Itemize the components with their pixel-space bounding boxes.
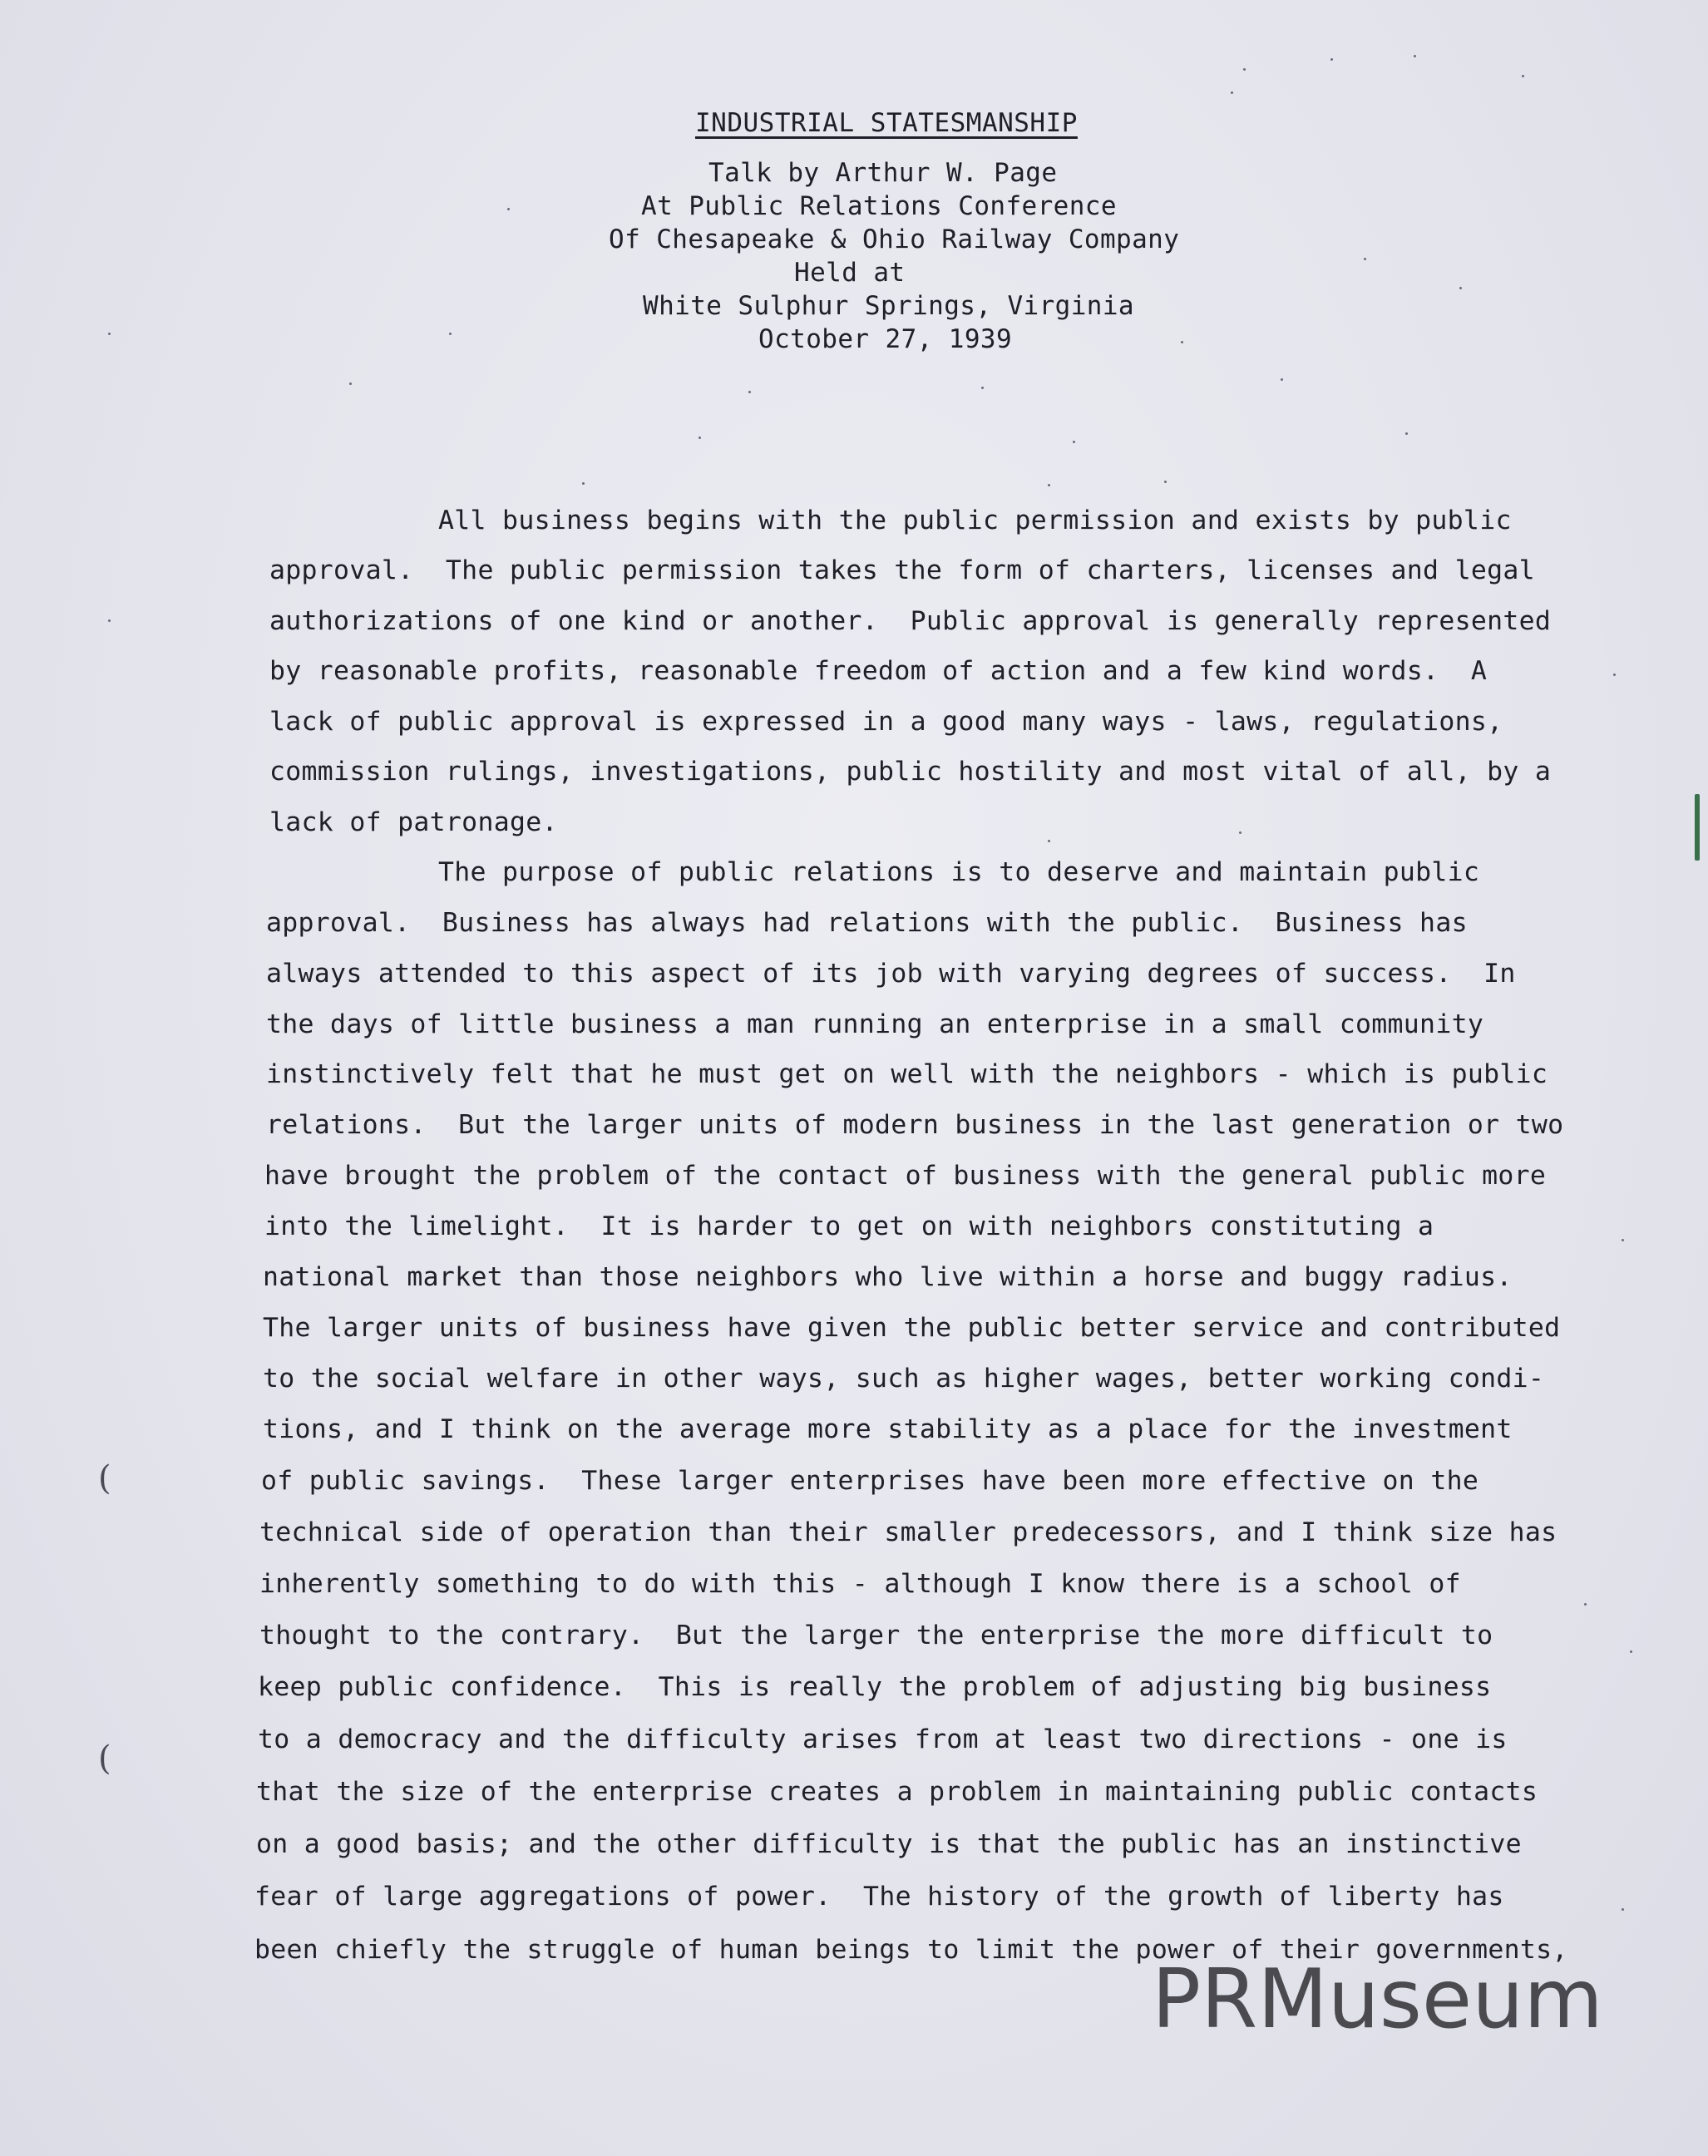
- body-line: keep public confidence. This is really the problem of adjusting big business: [258, 1672, 1492, 1702]
- paper-speck: [1231, 91, 1233, 94]
- paper-speck: [1630, 1650, 1632, 1653]
- body-line: been chiefly the struggle of human beings to limit the power of their governments,: [254, 1935, 1568, 1965]
- paper-speck: [449, 333, 452, 335]
- body-line: The larger units of business have given the public better service and contributed: [263, 1313, 1561, 1343]
- body-line: the days of little business a man running an enterprise in a small community: [266, 1009, 1484, 1039]
- body-line: that the size of the enterprise creates a problem in maintaining public contacts: [256, 1777, 1538, 1807]
- body-line: All business begins with the public permission and exists by public: [438, 506, 1512, 535]
- body-line: fear of large aggregations of power. The history of the growth of liberty has: [254, 1882, 1504, 1912]
- paper-speck: [699, 437, 701, 439]
- paper-speck: [1364, 258, 1366, 260]
- subtitle-line: Held at: [794, 258, 906, 288]
- paper-speck: [748, 391, 751, 393]
- body-line: on a good basis; and the other difficulty is that the public has an instinctive: [256, 1829, 1522, 1859]
- paper-speck: [1243, 68, 1246, 71]
- body-line: commission rulings, investigations, public hostility and most vital of all, by a: [269, 757, 1552, 787]
- edge-tab-mark: [1695, 794, 1700, 861]
- subtitle-line: At Public Relations Conference: [641, 191, 1117, 221]
- subtitle-line: White Sulphur Springs, Virginia: [643, 291, 1134, 321]
- body-line: to the social welfare in other ways, such as higher wages, better working condi-: [263, 1364, 1545, 1394]
- body-line: have brought the problem of the contact of business with the general public more: [264, 1161, 1547, 1191]
- paper-speck: [1522, 75, 1524, 77]
- paper-speck: [1281, 378, 1283, 381]
- body-line: by reasonable profits, reasonable freedom of action and a few kind words. A: [269, 656, 1488, 686]
- paper-speck: [108, 333, 111, 335]
- paper-speck: [1181, 341, 1183, 343]
- subtitle-line: October 27, 1939: [758, 324, 1013, 354]
- paper-speck: [1459, 287, 1462, 289]
- body-line: relations. But the larger units of modern business in the last generation or two: [266, 1110, 1564, 1140]
- paper-speck: [1048, 484, 1050, 486]
- body-line: thought to the contrary. But the larger the enterprise the more difficult to: [259, 1621, 1493, 1650]
- margin-mark: (: [98, 1459, 111, 1497]
- paper-speck: [1239, 831, 1242, 834]
- body-line: The purpose of public relations is to deserve and maintain public: [438, 857, 1480, 887]
- paper-speck: [1048, 840, 1050, 842]
- paper-speck: [1584, 1603, 1587, 1606]
- body-line: inherently something to do with this - although I know there is a school of: [259, 1569, 1461, 1599]
- body-line: of public savings. These larger enterprises have been more effective on the: [261, 1466, 1479, 1496]
- margin-mark: (: [98, 1739, 111, 1778]
- paper-speck: [1405, 432, 1408, 435]
- body-line: authorizations of one kind or another. Public approval is generally represented: [269, 606, 1552, 636]
- paper-speck: [1613, 673, 1616, 676]
- paper-speck: [108, 619, 111, 622]
- paper-speck: [1414, 55, 1416, 57]
- body-line: instinctively felt that he must get on well with the neighbors - which is public: [266, 1059, 1548, 1089]
- paper-speck: [507, 208, 510, 210]
- body-line: approval. Business has always had relations with the public. Business has: [266, 908, 1468, 938]
- paper-speck: [1622, 1239, 1624, 1241]
- body-line: technical side of operation than their smaller predecessors, and I think size has: [259, 1517, 1557, 1547]
- body-line: lack of patronage.: [269, 807, 558, 837]
- paper-speck: [1073, 441, 1075, 443]
- body-line: to a democracy and the difficulty arises from at least two directions - one is: [258, 1724, 1508, 1754]
- paper-speck: [1330, 58, 1333, 61]
- subtitle-line: Talk by Arthur W. Page: [708, 158, 1058, 188]
- body-line: into the limelight. It is harder to get on with neighbors constituting a: [264, 1211, 1434, 1241]
- body-line: tions, and I think on the average more stability as a place for the investment: [263, 1414, 1513, 1444]
- body-line: always attended to this aspect of its job with varying degrees of success. In: [266, 959, 1516, 989]
- subtitle-line: Of Chesapeake & Ohio Railway Company: [609, 224, 1180, 254]
- watermark-logo: PRMuseum: [1152, 1952, 1603, 2047]
- body-line: approval. The public permission takes the form of charters, licenses and legal: [269, 555, 1535, 585]
- paper-speck: [349, 382, 352, 385]
- paper-speck: [1164, 481, 1167, 483]
- paper-speck: [582, 482, 585, 485]
- paper-speck: [981, 387, 984, 389]
- body-line: lack of public approval is expressed in a good many ways - laws, regulations,: [269, 707, 1503, 737]
- document-title: INDUSTRIAL STATESMANSHIP: [695, 108, 1078, 138]
- paper-speck: [1622, 1908, 1624, 1911]
- body-line: national market than those neighbors who live within a horse and buggy radius.: [263, 1262, 1513, 1292]
